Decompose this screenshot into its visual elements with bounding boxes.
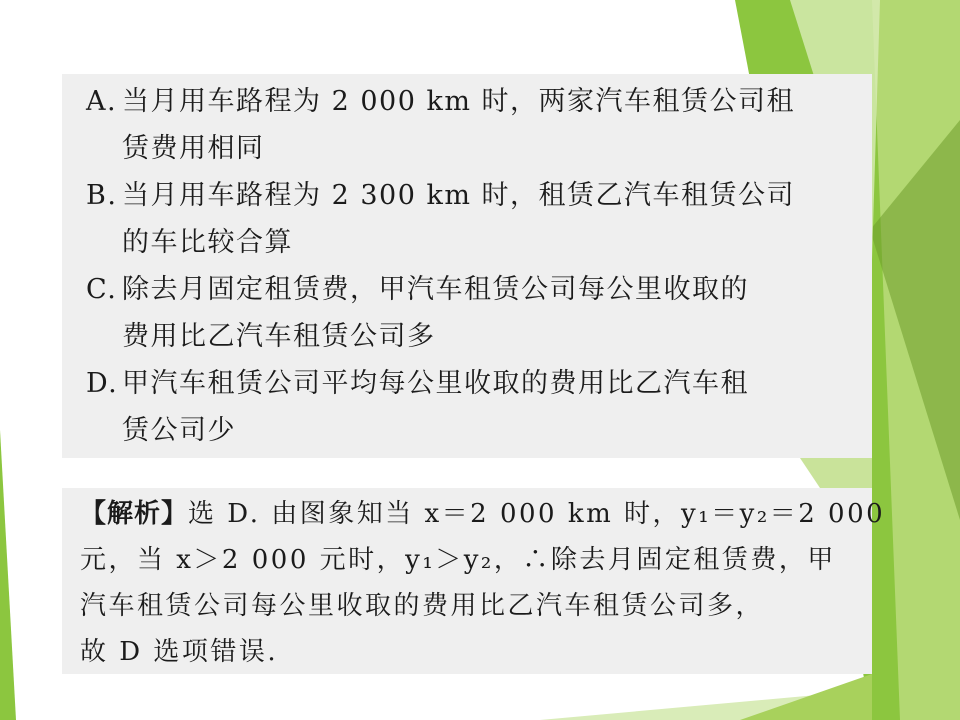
option-letter: B. [86, 180, 118, 211]
option-letter: C. [86, 274, 118, 305]
analysis-text: 选 D. 由图象知当 x＝2 000 km 时，y₁＝y₂＝2 000 [188, 499, 886, 529]
option-letter: D. [86, 368, 119, 399]
option-text-line2: 赁公司少 [122, 415, 236, 446]
analysis-line-1 [80, 494, 886, 534]
option-d [86, 360, 856, 454]
option-text-line2: 的车比较合算 [122, 227, 293, 258]
options-panel [62, 74, 872, 458]
option-text-line1: 当月用车路程为 2 300 km 时，租赁乙汽车租赁公司 [122, 180, 796, 211]
option-text-line1: 当月用车路程为 2 000 km 时，两家汽车租赁公司租 [122, 86, 796, 117]
option-c [86, 266, 856, 360]
option-a [86, 78, 856, 172]
option-text-line2: 费用比乙汽车租赁公司多 [122, 321, 436, 352]
option-letter: A. [86, 86, 118, 117]
analysis-line-2: 元，当 x＞2 000 元时，y₁＞y₂，∴除去月固定租赁费，甲 [80, 545, 836, 575]
option-b [86, 172, 856, 266]
option-text-line1: 除去月固定租赁费，甲汽车租赁公司每公里收取的 [122, 274, 749, 305]
option-text-line1: 甲汽车租赁公司平均每公里收取的费用比乙汽车租 [122, 368, 749, 399]
left-green-sliver [0, 430, 16, 720]
analysis-line-3: 汽车租赁公司每公里收取的费用比乙汽车租赁公司多， [80, 591, 765, 621]
option-text-line2: 赁费用相同 [122, 133, 265, 164]
analysis-panel [62, 488, 886, 674]
analysis-line-4: 故 D 选项错误. [80, 637, 279, 667]
analysis-heading: 【解析】 [80, 499, 189, 529]
middle-light-facet [800, 458, 872, 488]
